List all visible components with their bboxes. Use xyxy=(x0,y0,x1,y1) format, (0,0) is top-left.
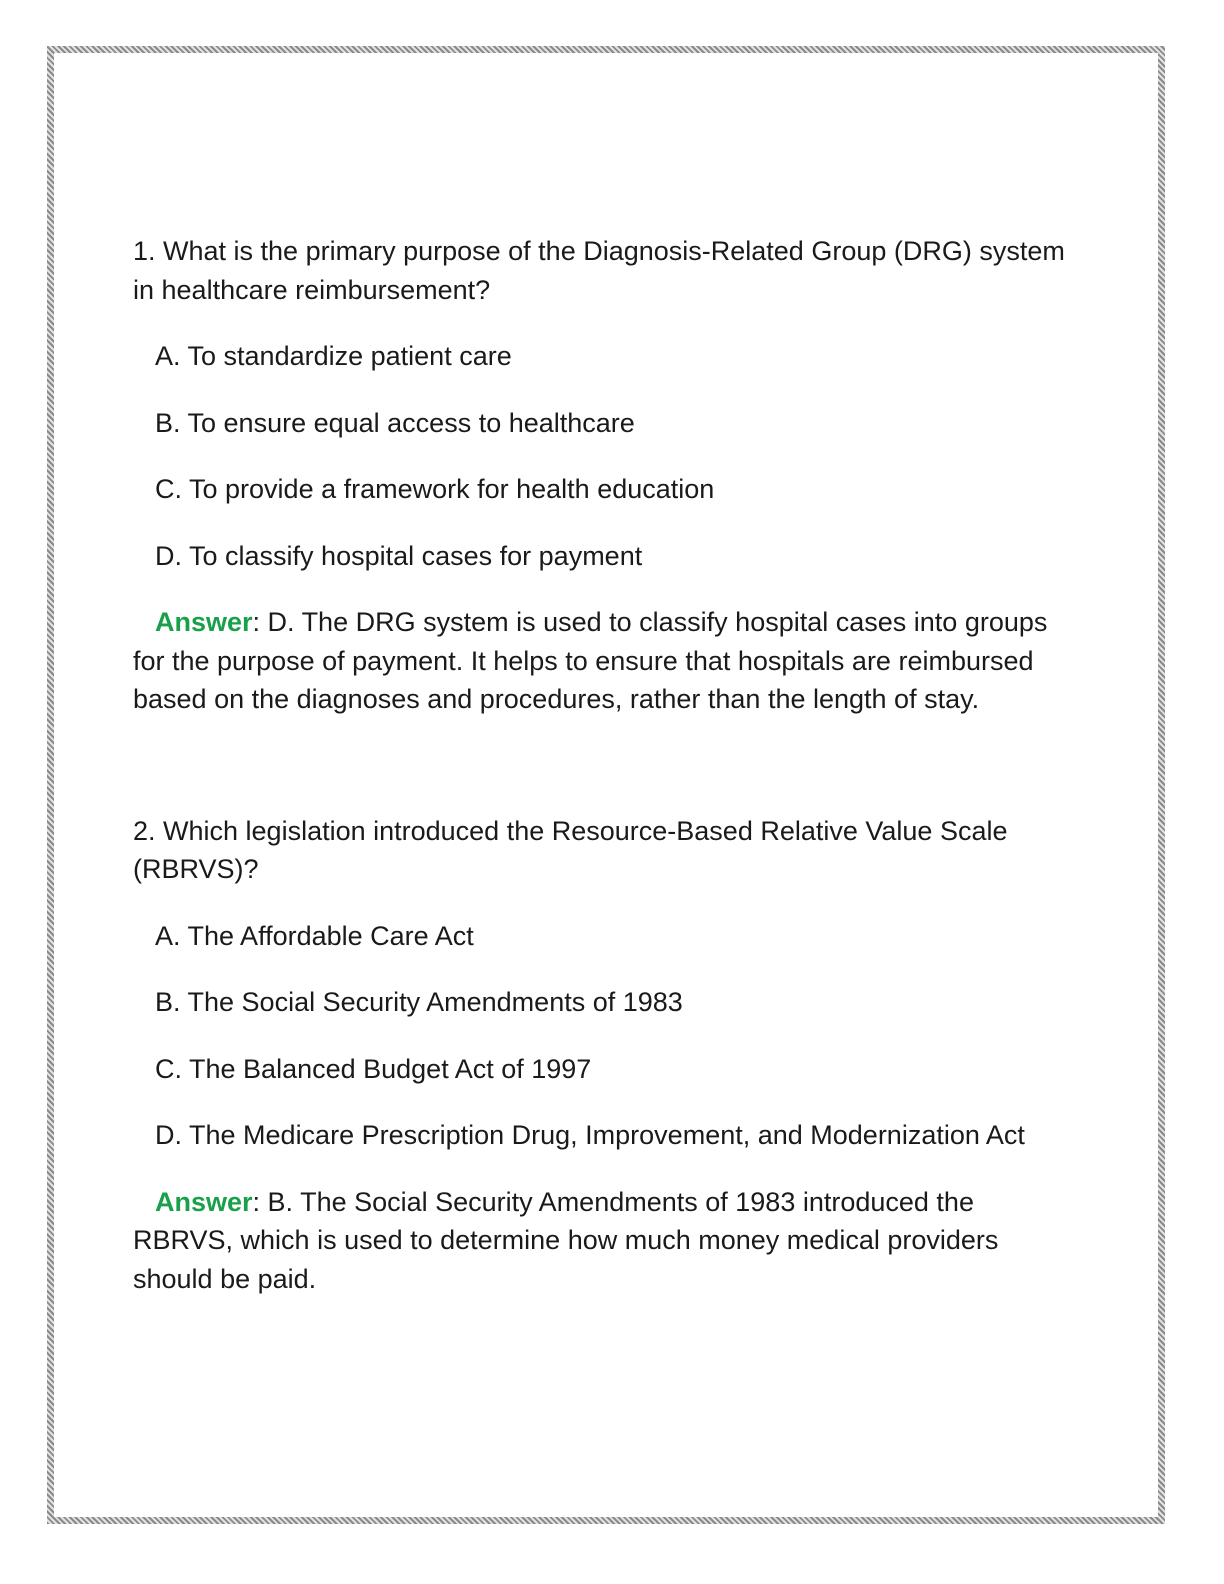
question-block-1 xyxy=(133,232,1073,719)
option-d: D. To classify hospital cases for payment xyxy=(155,540,643,571)
question-text: 1. What is the primary purpose of the Diagnosis-Related Group (DRG) system in healthcare reimbursement? xyxy=(133,236,1065,305)
option-b: B. To ensure equal access to healthcare xyxy=(155,407,635,438)
option-d: D. The Medicare Prescription Drug, Improvement, and Modernization Act xyxy=(155,1120,1025,1150)
option-a: A. The Affordable Care Act xyxy=(155,920,474,951)
answer-label: Answer xyxy=(155,1186,253,1217)
answer-paragraph xyxy=(133,603,1073,719)
option-c: C. To provide a framework for health education xyxy=(155,474,715,504)
document-content xyxy=(133,232,1073,1298)
answer-label: Answer xyxy=(155,607,253,637)
option-a: A. To standardize patient care xyxy=(155,341,512,371)
answer-text: : B. The Social Security Amendments of 1983 introduced the RBRVS, which is used to determine how much money medical providers should be paid. xyxy=(133,1186,999,1294)
question-text: 2. Which legislation introduced the Resource-Based Relative Value Scale (RBRVS)? xyxy=(133,815,1008,884)
answer-text: : D. The DRG system is used to classify hospital cases into groups for the purpose of payment. It helps to ensure that hospitals are reimbursed based on the diagnoses and procedures, rather than the length of stay. xyxy=(133,607,1048,714)
option-c: C. The Balanced Budget Act of 1997 xyxy=(155,1053,592,1084)
option-b: B. The Social Security Amendments of 1983 xyxy=(155,987,683,1017)
answer-paragraph xyxy=(133,1183,1073,1299)
question-block-2 xyxy=(133,812,1073,1299)
